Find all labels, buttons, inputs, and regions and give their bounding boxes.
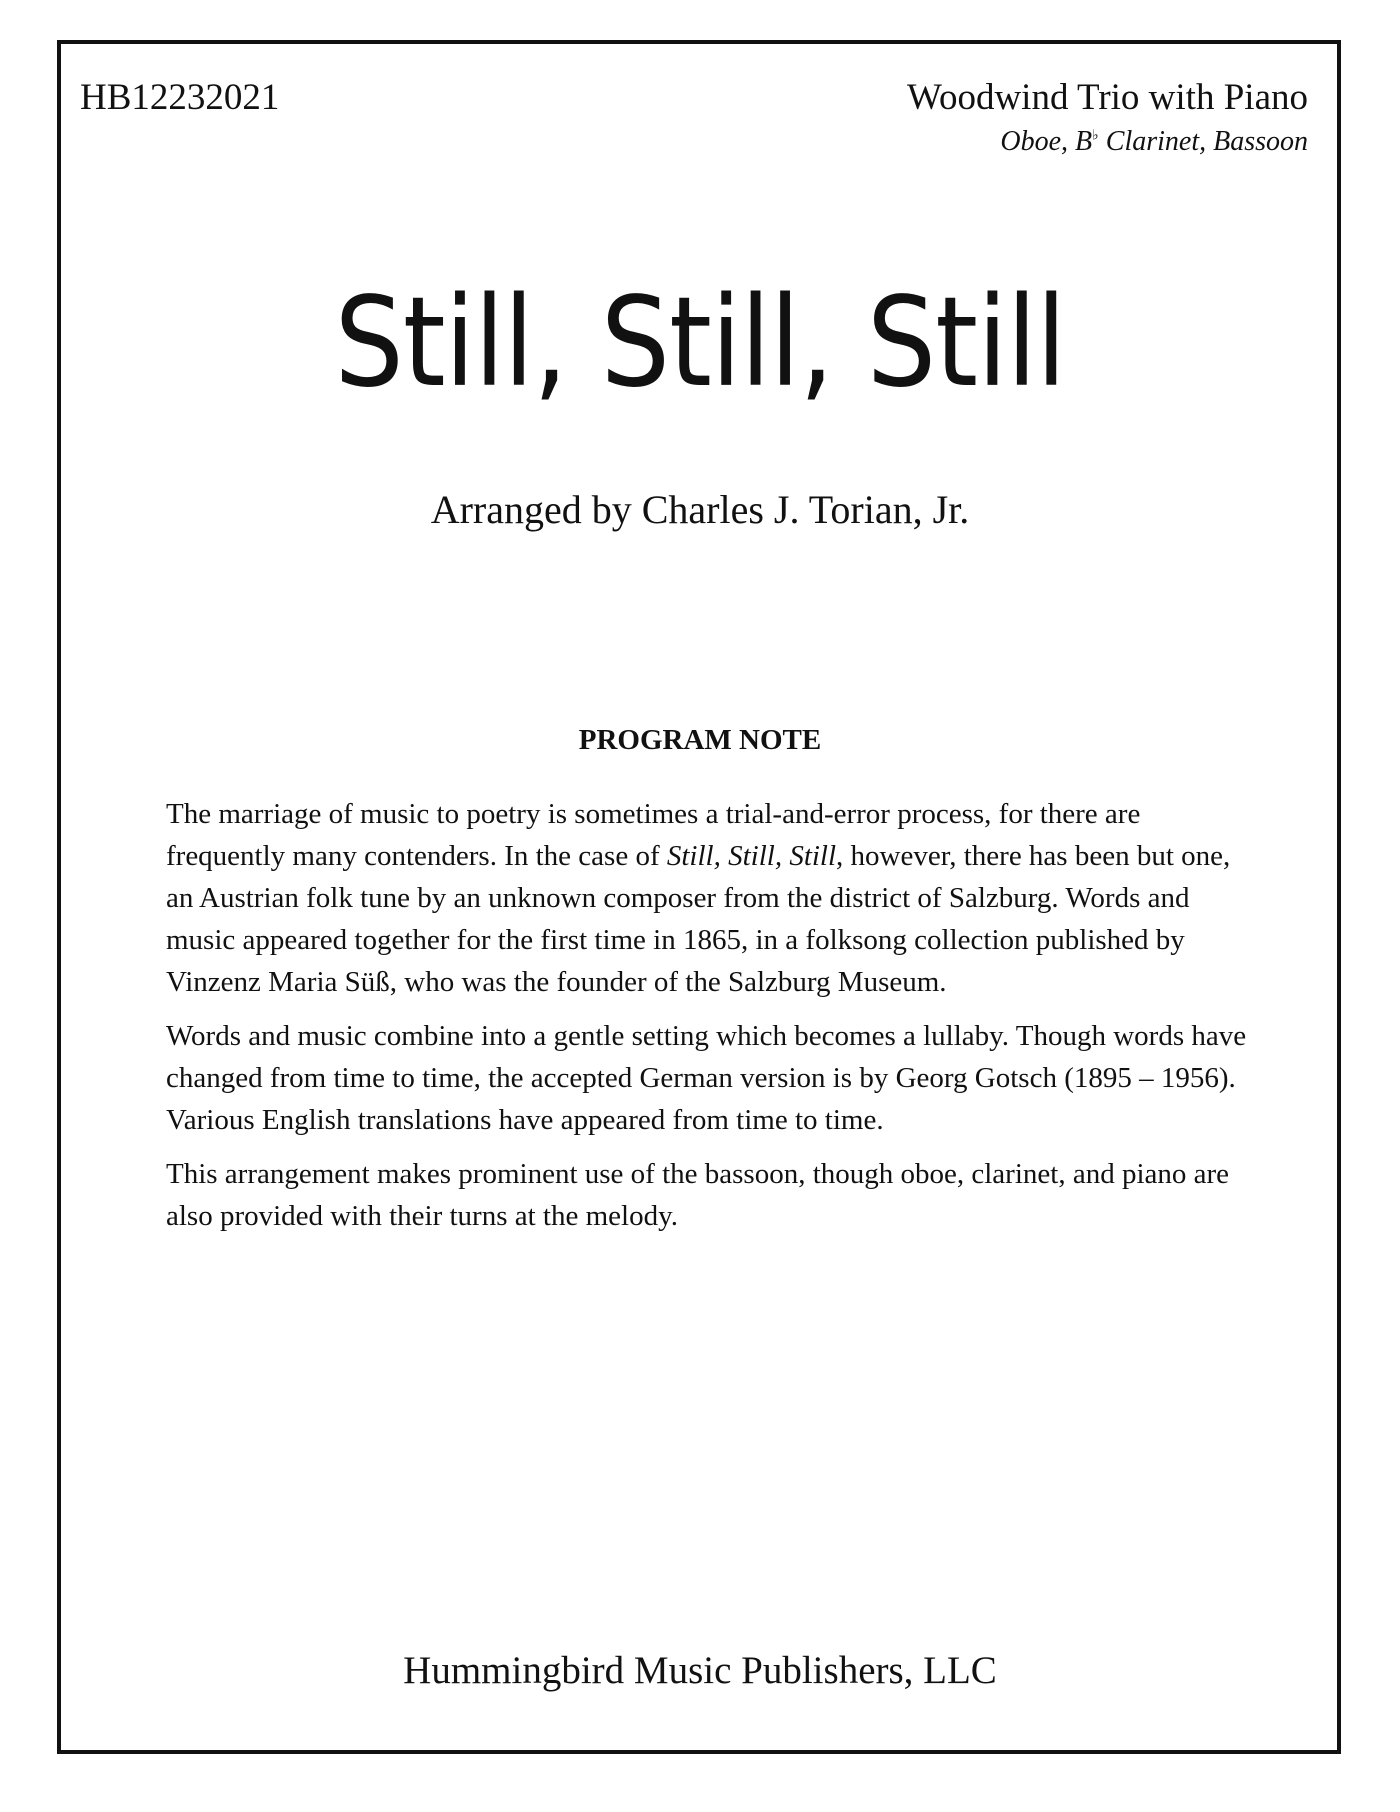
paragraph-1-text-end: , however, there has been but one, an Austrian folk tune by an unknown composer from the district of Salzburg. Words and music appeared together for the first time in 1865, in a folksong collection published by Vinzenz Maria Süß, who was the founder of the Salzburg Museum. <box>166 840 1231 998</box>
paragraph-1-text-start: The marriage of music to poetry is sometimes a trial-and-error process, for there are frequently many contenders. In the case of <box>166 798 1141 872</box>
paragraph-1-title-reference: Still, Still, Still <box>666 840 837 872</box>
publisher-name: Hummingbird Music Publishers, LLC <box>403 1649 997 1692</box>
flat-symbol: ♭ <box>1092 128 1099 144</box>
instrument-list <box>907 124 1308 160</box>
program-note-paragraph-1 <box>166 793 1256 1003</box>
program-note-heading: PROGRAM NOTE <box>578 724 822 756</box>
program-note-paragraph-2: Words and music combine into a gentle setting which becomes a lullaby. Though words have changed from time to time, the accepted German version is by Georg Gotsch (1895 – 1956). Various English translations have appeared from time to time. <box>166 1020 1247 1136</box>
piece-title: Still, Still, Still <box>334 271 1066 415</box>
program-note-body <box>166 793 1256 1249</box>
program-note-paragraph-3: This arrangement makes prominent use of the bassoon, though oboe, clarinet, and piano are also provided with their turns at the melody. <box>166 1158 1230 1232</box>
catalog-number: HB12232021 <box>80 77 280 118</box>
instrumentation-block <box>907 76 1308 160</box>
instrument-list-start: Oboe, B <box>1000 126 1093 157</box>
arranger-credit: Arranged by Charles J. Torian, Jr. <box>430 487 970 532</box>
instrument-list-end: Clarinet, Bassoon <box>1098 126 1308 157</box>
ensemble-label: Woodwind Trio with Piano <box>906 77 1308 118</box>
